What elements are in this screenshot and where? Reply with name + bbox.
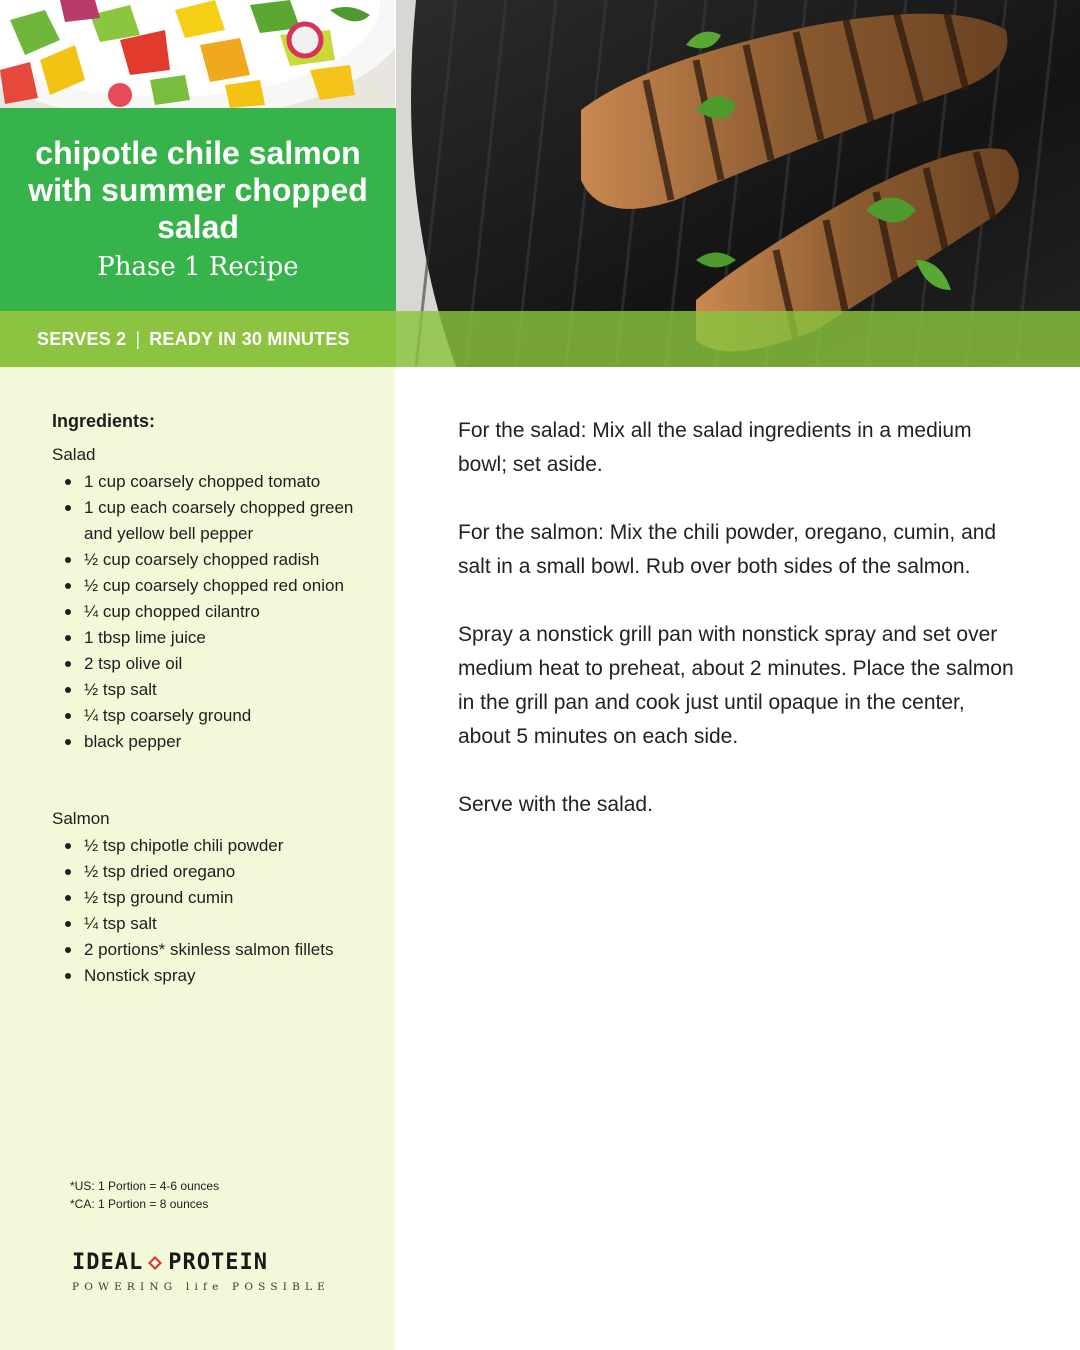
ingredient-item: ¼ tsp salt [84, 911, 384, 937]
serves-bar [0, 311, 1080, 367]
serves-separator: | [135, 329, 141, 349]
ingredient-item: ½ tsp salt [84, 677, 384, 703]
ingredient-item: ¼ cup chopped cilantro [84, 599, 384, 625]
salmon-ingredient-list [52, 833, 384, 989]
ingredient-item: ½ tsp ground cumin [84, 885, 384, 911]
ingredient-group-salad-label: Salad [52, 445, 96, 464]
ingredient-item: black pepper [84, 729, 384, 755]
ingredients-panel [0, 367, 395, 1350]
ingredient-group-salmon-label: Salmon [52, 809, 110, 828]
ingredients-heading: Ingredients: [52, 411, 156, 431]
serves-count: SERVES 2 [37, 329, 127, 349]
recipe-phase: Phase 1 Recipe [97, 252, 299, 282]
recipe-title: chipotle chile salmon with summer chopped salad [28, 135, 368, 245]
ingredient-item: 1 tbsp lime juice [84, 625, 384, 651]
ingredient-item: ½ cup coarsely chopped red onion [84, 573, 384, 599]
ingredient-item: ¼ tsp coarsely ground [84, 703, 384, 729]
logo-word-left: IDEAL [72, 1250, 144, 1275]
diamond-icon [148, 1256, 162, 1270]
direction-step: For the salad: Mix all the salad ingredients in a medium bowl; set aside. [458, 419, 972, 476]
ideal-protein-logo [72, 1251, 342, 1293]
logo-word-right: PROTEIN [168, 1250, 268, 1275]
recipe-title-block [0, 108, 396, 311]
direction-step: For the salmon: Mix the chili powder, oregano, cumin, and salt in a small bowl. Rub over both sides of the salmon. [458, 521, 997, 578]
serves-bar-overlay [396, 311, 1080, 367]
direction-step: Spray a nonstick grill pan with nonstick spray and set over medium heat to preheat, about 2 minutes. Place the salmon in the grill pan and cook just until opaque in the center, about 5 minutes on each side. [458, 623, 1014, 748]
ingredient-item: 2 tsp olive oil [84, 651, 384, 677]
salad-photo [0, 0, 395, 108]
serves-text [37, 311, 350, 367]
ready-time: READY IN 30 MINUTES [149, 329, 350, 349]
ingredient-item: ½ tsp chipotle chili powder [84, 833, 384, 859]
ingredient-item: Nonstick spray [84, 963, 384, 989]
ingredient-item: ½ tsp dried oregano [84, 859, 384, 885]
logo-wordmark [72, 1251, 342, 1275]
ingredient-item: 2 portions* skinless salmon fillets [84, 937, 384, 963]
logo-tagline: POWERING life POSSIBLE [72, 1281, 331, 1293]
ingredient-item: 1 cup each coarsely chopped green and yellow bell pepper [84, 495, 384, 547]
direction-step: Serve with the salad. [458, 793, 653, 816]
salad-ingredient-list [52, 469, 384, 755]
ingredient-item: ½ cup coarsely chopped radish [84, 547, 384, 573]
ingredient-item: 1 cup coarsely chopped tomato [84, 469, 384, 495]
footnote-us: *US: 1 Portion = 4-6 ounces [70, 1179, 220, 1193]
footnote-ca: *CA: 1 Portion = 8 ounces [70, 1197, 209, 1211]
directions [458, 414, 1018, 856]
